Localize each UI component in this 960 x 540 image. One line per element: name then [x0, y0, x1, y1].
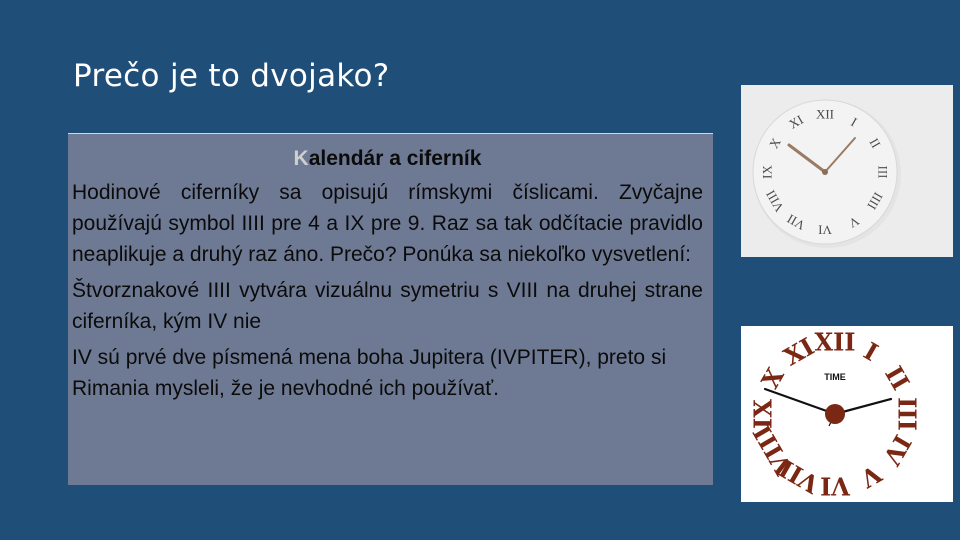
red-roman-clock-image — [741, 326, 953, 502]
paragraph-jupiter: IV sú prvé dve písmená mena boha Jupitera (IVPITER), preto si Rimania mysleli, že je nevhodné ich používať. — [72, 346, 667, 400]
clock-numeral-10: X — [765, 135, 784, 151]
clock-numeral-9: IX — [748, 399, 778, 429]
clock-numeral-4: IV — [877, 429, 918, 471]
clock-brand-text: TIME — [824, 372, 846, 382]
clock-numeral-9: IX — [759, 165, 775, 179]
clock-center — [822, 169, 828, 175]
white-clock-svg — [741, 85, 953, 257]
clock-numeral-6: VI — [820, 471, 850, 501]
slide-title: Prečo je to dvojako? — [73, 58, 390, 94]
clock-numeral-3: III — [892, 397, 922, 431]
clock-numeral-4: IIII — [864, 189, 887, 213]
clock-numeral-8: VIII — [762, 187, 787, 215]
clock-numeral-10: X — [755, 362, 790, 394]
clock-numeral-12: XII — [814, 327, 856, 357]
clock-numeral-2: II — [866, 135, 884, 151]
clock-numeral-7: VII — [784, 211, 808, 234]
white-wall-clock-image — [741, 85, 953, 257]
paragraph-intro: Hodinové ciferníky sa opisujú rímskymi číslicami. Zvyčajne používajú symbol IIII pre 4 a IX pre 9. Raz sa tak odčítacie pravidlo neaplikuje a druhý raz áno. Prečo? Ponúka sa niekoľko vysvetlení: — [72, 181, 703, 266]
clock-numeral-3: III — [875, 165, 891, 179]
heading-first-letter: K — [293, 147, 309, 170]
paragraph-symmetry: Štvorznakové IIII vytvára vizuálnu symetriu s VIII na druhej strane ciferníka, kým IV nie — [72, 279, 703, 333]
clock-numeral-5: V — [855, 459, 887, 494]
clock-center-disc — [825, 404, 845, 424]
clock-numeral-8: VIII — [746, 420, 799, 480]
clock-numeral-1: I — [858, 336, 884, 367]
clock-numeral-5: V — [846, 213, 862, 232]
clock-numeral-7: VII — [773, 453, 825, 500]
clock-numeral-12: XII — [815, 106, 835, 122]
heading-rest: alendár a ciferník — [308, 147, 482, 170]
text-box — [68, 133, 713, 485]
clock-numeral-2: II — [879, 361, 916, 395]
red-clock-svg — [741, 326, 953, 502]
clock-numeral-6: VI — [818, 222, 832, 238]
clock-numeral-11: XI — [786, 111, 806, 132]
clock-numeral-11: XI — [778, 331, 820, 372]
clock-numeral-1: I — [848, 114, 860, 130]
text-box-heading — [72, 147, 703, 171]
